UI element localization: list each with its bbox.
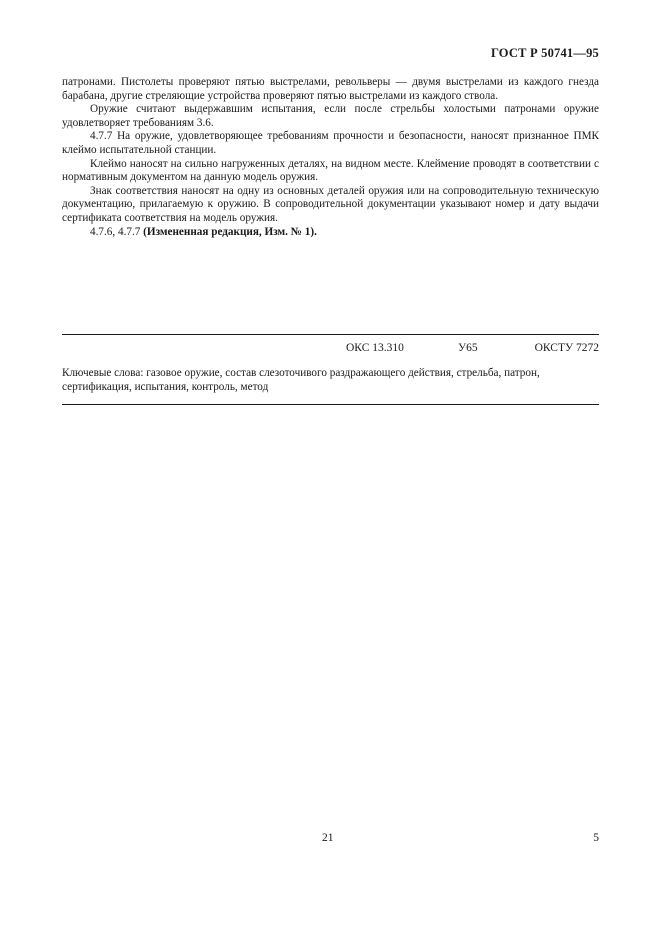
top-rule <box>62 334 599 335</box>
paragraph-6 <box>62 226 599 240</box>
paragraph-1: патронами. Пистолеты проверяют пятью выстрелами, револьверы — двумя выстрелами из каждого гнезда барабана, другие стреляющие устройства проверяют пятью выстрелами из каждого ствола. <box>62 76 599 102</box>
keywords: Ключевые слова: газовое оружие, состав слезоточивого раздражающего действия, стрельба, патрон, сертификация, испытания, контроль, метод <box>62 367 540 393</box>
revision-note: (Измененная редакция, Изм. № 1). <box>143 225 317 238</box>
revision-clauses: 4.7.6, 4.7.7 <box>90 225 144 238</box>
okstu-code: ОКСТУ 7272 <box>534 342 599 354</box>
document-code: ГОСТ Р 50741—95 <box>490 46 599 60</box>
oks-code: ОКС 13.310 <box>346 342 404 354</box>
u-code: У65 <box>458 342 478 354</box>
bottom-rule <box>62 404 599 405</box>
paragraph-5: Знак соответствия наносят на одну из основных деталей оружия или на сопроводительную техническую документацию, прилагаемую к оружию. В сопроводительной документации указывают номер и дату выдачи сертификата соответствия на модель оружия. <box>62 184 599 224</box>
paragraph-2: Оружие считают выдержавшим испытания, если после стрельбы холостыми патронами оружие удовлетворяет требованиям 3.6. <box>62 103 599 129</box>
paragraph-3: 4.7.7 На оружие, удовлетворяющее требованиям прочности и безопасности, наносят признанное ПМК клеймо испытательной станции. <box>62 130 599 156</box>
paragraph-4: Клеймо наносят на сильно нагруженных деталях, на видном месте. Клеймение проводят в соответствии с нормативным документом на данную модель оружия. <box>62 157 599 184</box>
page-number-center: 21 <box>322 832 334 844</box>
page-number-right: 5 <box>593 832 599 844</box>
body-text <box>62 76 599 239</box>
